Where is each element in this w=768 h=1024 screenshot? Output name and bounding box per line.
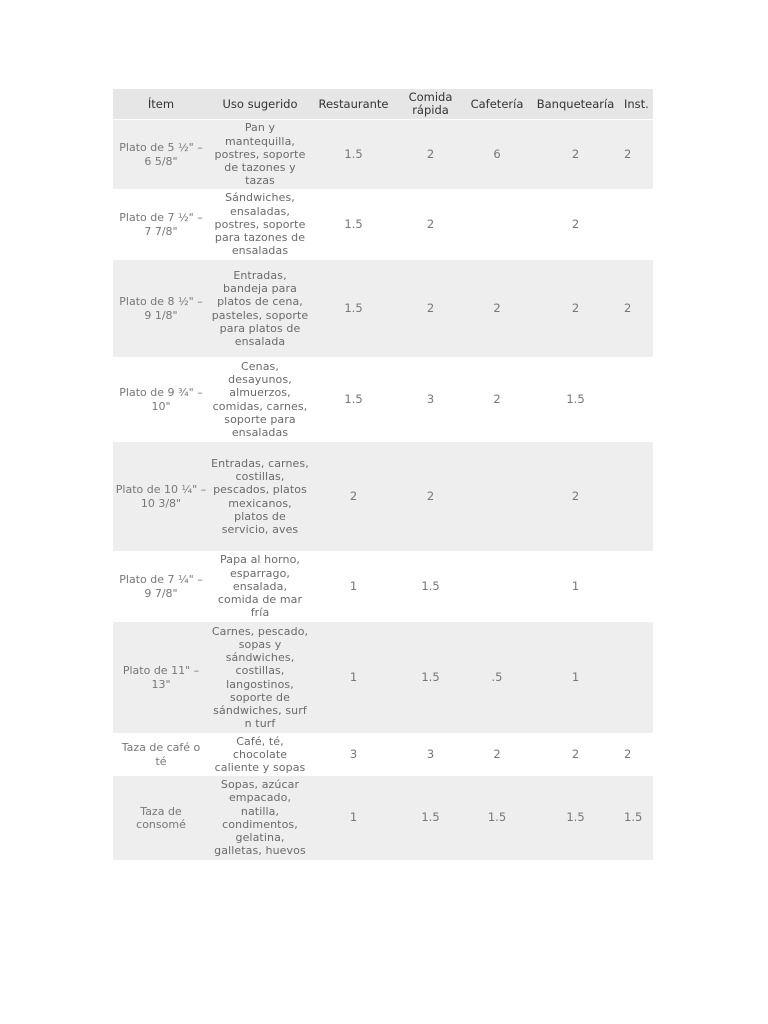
cafeteria-cell: 2 xyxy=(465,260,529,358)
inst-cell: 2 xyxy=(622,734,653,776)
comida-rapida-cell: 1.5 xyxy=(396,776,465,860)
uso-cell: Sándwiches, ensaladas, postres, soporte para tazones de ensaladas xyxy=(209,190,311,260)
inst-cell: 1.5 xyxy=(622,776,653,860)
comida-rapida-cell: 2 xyxy=(396,260,465,358)
uso-cell: Cenas, desayunos, almuerzos, comidas, carnes, soporte para ensaladas xyxy=(209,358,311,442)
banquetearia-cell: 2 xyxy=(529,734,622,776)
item-cell: Plato de 9 ¾" – 10" xyxy=(113,358,209,442)
comida-rapida-cell: 3 xyxy=(396,734,465,776)
comida-rapida-cell: 1.5 xyxy=(396,552,465,622)
cafeteria-cell xyxy=(465,442,529,552)
uso-cell: Sopas, azúcar empacado, natilla, condimentos, gelatina, galletas, huevos xyxy=(209,776,311,860)
item-cell: Plato de 7 ¼" – 9 7/8" xyxy=(113,552,209,622)
table-row xyxy=(113,260,653,358)
inst-cell: 2 xyxy=(622,260,653,358)
restaurante-cell: 2 xyxy=(311,442,396,552)
item-cell: Plato de 10 ¼" – 10 3/8" xyxy=(113,442,209,552)
restaurante-cell: 3 xyxy=(311,734,396,776)
inst-cell xyxy=(622,622,653,734)
restaurante-cell: 1 xyxy=(311,552,396,622)
header-cafeteria: Cafetería xyxy=(465,89,529,120)
table-row xyxy=(113,442,653,552)
item-cell: Taza de café o té xyxy=(113,734,209,776)
restaurante-cell: 1.5 xyxy=(311,190,396,260)
inst-cell xyxy=(622,552,653,622)
inst-cell xyxy=(622,442,653,552)
banquetearia-cell: 1.5 xyxy=(529,358,622,442)
uso-cell: Entradas, bandeja para platos de cena, pasteles, soporte para platos de ensalada xyxy=(209,260,311,358)
item-cell: Plato de 11" – 13" xyxy=(113,622,209,734)
cafeteria-cell xyxy=(465,190,529,260)
restaurante-cell: 1.5 xyxy=(311,120,396,190)
uso-cell: Café, té, chocolate caliente y sopas xyxy=(209,734,311,776)
item-cell: Plato de 7 ½" – 7 7/8" xyxy=(113,190,209,260)
table-row xyxy=(113,776,653,860)
uso-cell: Papa al horno, esparrago, ensalada, comida de mar fría xyxy=(209,552,311,622)
banquetearia-cell: 1 xyxy=(529,622,622,734)
cafeteria-cell: .5 xyxy=(465,622,529,734)
cafeteria-cell: 1.5 xyxy=(465,776,529,860)
banquetearia-cell: 1.5 xyxy=(529,776,622,860)
header-inst: Inst. xyxy=(622,89,653,120)
header-row xyxy=(113,89,653,120)
item-cell: Plato de 5 ½" – 6 5/8" xyxy=(113,120,209,190)
header-item: Ítem xyxy=(113,89,209,120)
cafeteria-cell: 2 xyxy=(465,734,529,776)
header-uso-sugerido: Uso sugerido xyxy=(209,89,311,120)
table-row xyxy=(113,552,653,622)
restaurante-cell: 1 xyxy=(311,776,396,860)
uso-cell: Pan y mantequilla, postres, soporte de tazones y tazas xyxy=(209,120,311,190)
restaurante-cell: 1.5 xyxy=(311,260,396,358)
restaurante-cell: 1.5 xyxy=(311,358,396,442)
table-row xyxy=(113,190,653,260)
table-row xyxy=(113,734,653,776)
inst-cell xyxy=(622,190,653,260)
header-comida-rapida: Comida rápida xyxy=(396,89,465,120)
serviceware-table xyxy=(113,89,653,860)
comida-rapida-cell: 2 xyxy=(396,190,465,260)
banquetearia-cell: 2 xyxy=(529,260,622,358)
table-row xyxy=(113,622,653,734)
item-cell: Plato de 8 ½" – 9 1/8" xyxy=(113,260,209,358)
uso-cell: Entradas, carnes, costillas, pescados, platos mexicanos, platos de servicio, aves xyxy=(209,442,311,552)
comida-rapida-cell: 3 xyxy=(396,358,465,442)
table-row xyxy=(113,358,653,442)
banquetearia-cell: 1 xyxy=(529,552,622,622)
comida-rapida-cell: 2 xyxy=(396,120,465,190)
banquetearia-cell: 2 xyxy=(529,442,622,552)
banquetearia-cell: 2 xyxy=(529,120,622,190)
inst-cell: 2 xyxy=(622,120,653,190)
uso-cell: Carnes, pescado, sopas y sándwiches, costillas, langostinos, soporte de sándwiches, surf n turf xyxy=(209,622,311,734)
table-row xyxy=(113,120,653,190)
banquetearia-cell: 2 xyxy=(529,190,622,260)
cafeteria-cell: 6 xyxy=(465,120,529,190)
comida-rapida-cell: 2 xyxy=(396,442,465,552)
cafeteria-cell: 2 xyxy=(465,358,529,442)
header-restaurante: Restaurante xyxy=(311,89,396,120)
header-banquetearia: Banquetearía xyxy=(529,89,622,120)
cafeteria-cell xyxy=(465,552,529,622)
comida-rapida-cell: 1.5 xyxy=(396,622,465,734)
item-cell: Taza de consomé xyxy=(113,776,209,860)
inst-cell xyxy=(622,358,653,442)
restaurante-cell: 1 xyxy=(311,622,396,734)
